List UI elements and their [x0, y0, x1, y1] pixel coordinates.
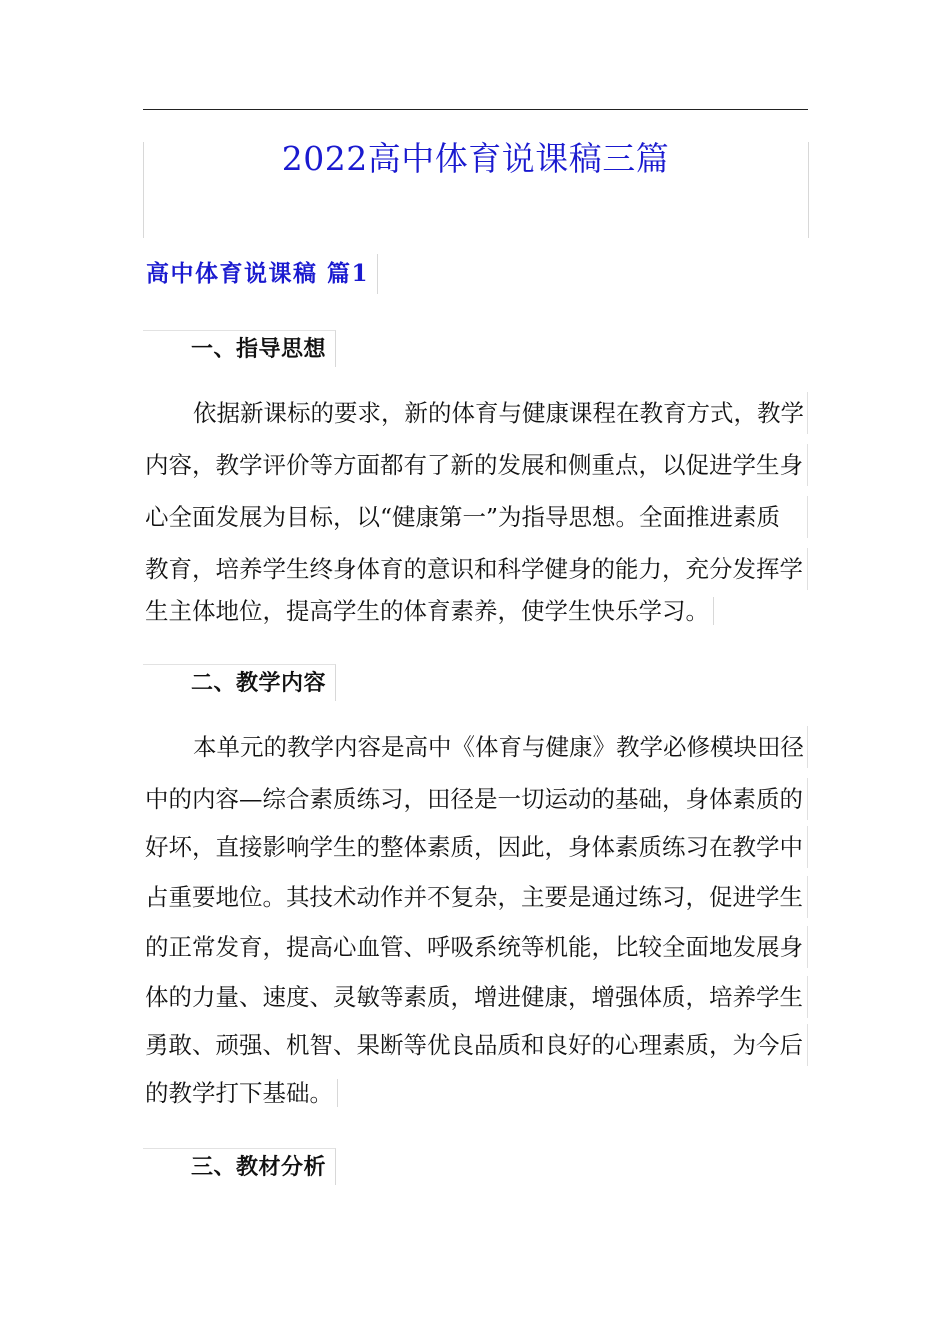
heading-label: 二、教学内容	[191, 671, 327, 696]
paragraph-line: 勇敢、顽强、机智、果断等优良品质和良好的心理素质，为今后	[145, 1024, 808, 1066]
heading-material-analysis	[143, 1148, 336, 1185]
paragraph-line: 心全面发展为目标，以“健康第一”为指导思想。全面推进素质	[145, 496, 808, 538]
heading-teaching-content	[143, 664, 336, 701]
paragraph-line	[145, 590, 807, 632]
paragraph-line-text: 生主体地位，提高学生的体育素养，使学生快乐学习。	[145, 597, 714, 625]
paragraph-line: 依据新课标的要求，新的体育与健康课程在教育方式，教学	[145, 392, 808, 434]
paragraph-line: 体的力量、速度、灵敏等素质，增进健康，增强体质，培养学生	[145, 976, 808, 1018]
paragraph-line: 占重要地位。其技术动作并不复杂，主要是通过练习，促进学生	[145, 876, 808, 918]
paragraph-line: 的正常发育，提高心血管、呼吸系统等机能，比较全面地发展身	[145, 926, 808, 968]
paragraph-line: 好坏，直接影响学生的整体素质，因此，身体素质练习在教学中	[145, 826, 808, 868]
heading-guiding-ideology	[143, 330, 336, 367]
section-title: 高中体育说课稿 篇1	[146, 254, 378, 294]
header-rule	[143, 109, 808, 110]
paragraph-line: 内容，教学评价等方面都有了新的发展和侧重点，以促进学生身	[145, 444, 808, 486]
heading-label: 三、教材分析	[191, 1155, 327, 1180]
paragraph-line: 教育，培养学生终身体育的意识和科学健身的能力，充分发挥学	[145, 548, 808, 590]
paragraph-line: 本单元的教学内容是高中《体育与健康》教学必修模块田径	[145, 726, 808, 768]
paragraph-line-text: 的教学打下基础。	[145, 1079, 338, 1107]
heading-label: 一、指导思想	[191, 337, 327, 362]
paragraph-line: 中的内容—综合素质练习，田径是一切运动的基础，身体素质的	[145, 778, 808, 820]
paragraph-line	[145, 1072, 807, 1114]
document-title: 2022高中体育说课稿三篇	[281, 139, 670, 178]
